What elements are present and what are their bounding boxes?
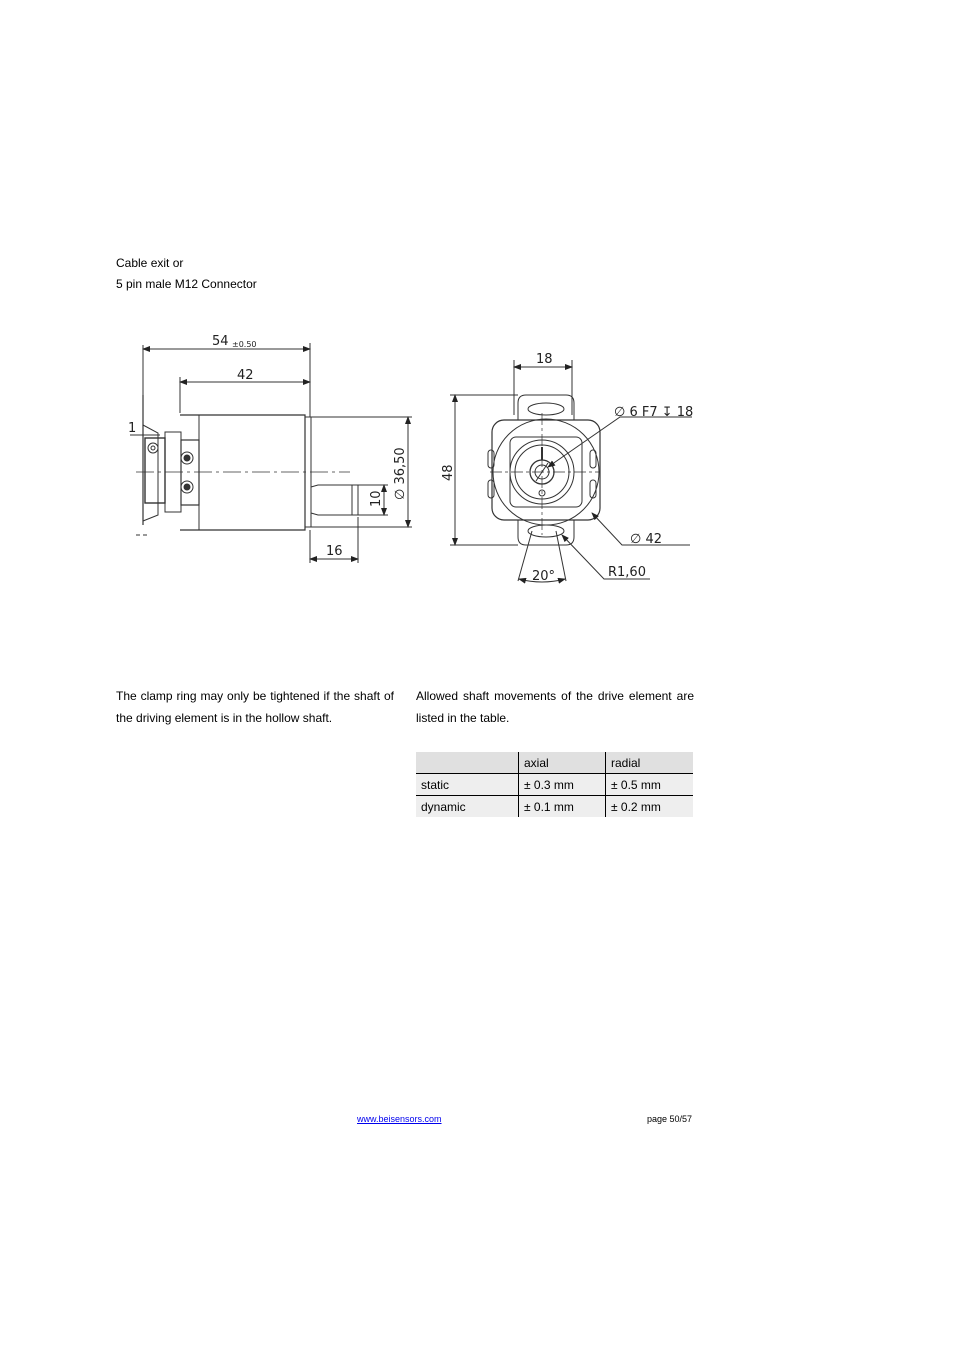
website-link[interactable]: www.beisensors.com: [357, 1114, 442, 1124]
dim-body-diameter: ∅ 36,50: [393, 447, 408, 500]
dim-overall-length: 54: [212, 334, 229, 349]
dim-front-height: 48: [441, 464, 456, 481]
front-view: [450, 360, 692, 582]
clamp-ring-note: The clamp ring may only be tightened if the shaft of the driving element is in the hollow shaft.: [116, 689, 394, 725]
connector-note-line2: 5 pin male M12 Connector: [116, 277, 257, 291]
dim-radius: R1,60: [608, 565, 646, 580]
dim-overall-tolerance: ±0.50: [232, 340, 257, 349]
page-number: page 50/57: [647, 1114, 693, 1124]
table-cell: static: [416, 774, 519, 796]
dim-bore: ∅ 6 F7 ↧ 18: [614, 405, 694, 420]
dim-outer-diameter: ∅ 42: [630, 532, 662, 547]
dim-angle: 20°: [532, 569, 556, 584]
dim-body-length: 42: [237, 368, 254, 383]
table-cell: ± 0.5 mm: [606, 774, 694, 796]
table-cell: dynamic: [416, 796, 519, 818]
table-row: [416, 774, 693, 796]
dim-connector-length: 16: [326, 544, 343, 559]
shaft-movement-note: Allowed shaft movements of the drive element are listed in the table.: [416, 689, 694, 725]
dim-front-width: 18: [536, 352, 553, 367]
table-header-cell: [416, 752, 519, 774]
shaft-movement-table: [416, 752, 693, 817]
dim-connector-diameter: 10: [369, 490, 384, 507]
table-cell: ± 0.3 mm: [519, 774, 606, 796]
table-cell: ± 0.2 mm: [606, 796, 694, 818]
table-header-cell: axial: [519, 752, 606, 774]
table-cell: ± 0.1 mm: [519, 796, 606, 818]
table-header-row: [416, 752, 693, 774]
dim-flange: 1: [128, 421, 137, 436]
connector-note-line1: Cable exit or: [116, 256, 184, 270]
table-header-cell: radial: [606, 752, 694, 774]
table-row: [416, 796, 693, 818]
side-view: [130, 343, 412, 563]
dimension-drawing: [100, 325, 710, 595]
